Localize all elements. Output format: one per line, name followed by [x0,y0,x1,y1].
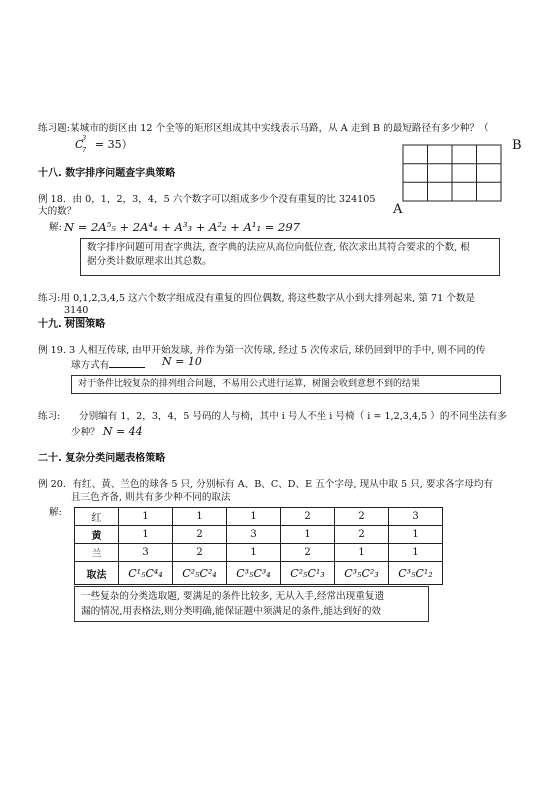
table-cell: 1 [335,544,389,562]
table-cell: 2 [335,526,389,544]
example-20-line1: 例 20．有红、黄、兰色的球各 5 只, 分别标有 A、B、C、D、E 五个字母, 现从中取 5 只, 要求各字母均有 [38,479,494,490]
table-row [75,526,443,544]
note-20 [74,586,429,622]
table-cell: 1 [119,508,173,526]
table-cell: C¹₅C⁴₄ [119,562,173,585]
table-cell: 1 [119,526,173,544]
row-label-yellow: 黄 [75,526,119,544]
note-20-line2: 漏的情况,用表格法,则分类明确,能保证题中须满足的条件,能达到好的效 [81,606,382,617]
table-row [75,562,443,585]
practice-18-line1: 练习:用 0,1,2,3,4,5 这六个数字组成没有重复的四位偶数, 将这些数字从小到大排列起来, 第 71 个数是 [38,293,476,304]
practice-19-line2 [71,425,143,439]
example-20-line2: 且三色齐备, 则共有多少种不同的取法 [71,492,231,503]
note-20-line1: 一些复杂的分类选取题, 要满足的条件比较多, 无从入手,经常出现重复遗 [81,591,385,602]
table-cell: 3 [119,544,173,562]
table-row [75,508,443,526]
note-18-line1: 数字排序问题可用查字典法, 查字典的法应从高位向低位查, 依次求出其符合要求的个数, 根 [87,242,470,253]
practice-19-line1: 分别编有 1，2，3，4，5 号码的人与椅，其中 i 号人不坐 i 号椅（ i = 1,2,3,4,5 ）的不同坐法有多 [79,411,507,422]
example-19-line2 [71,357,145,372]
practice-18-answer [64,304,88,318]
answer-rest: = 35） [91,138,133,151]
section-20-title: 二十. 复杂分类问题表格策略 [38,453,166,464]
table-cell: 1 [389,526,443,544]
answer-sup: 3 [82,134,87,142]
table-cell: 2 [281,544,335,562]
selection-table [74,507,443,585]
example-18-line1: 例 18．由 0，1，2，3，4，5 六个数字可以组成多少个没有重复的比 324105 [38,194,376,205]
practice-answer [75,136,133,152]
table-cell: 1 [281,526,335,544]
table-cell: C³₅C²₃ [335,562,389,585]
table-cell: C²₅C¹₃ [281,562,335,585]
table-cell: 1 [227,508,281,526]
solution-label-20: 解: [49,507,62,518]
answer-blank [109,357,145,368]
example-18-line2: 大的数？ [38,206,77,217]
table-cell: C³₅C¹₂ [389,562,443,585]
point-a-label: A [393,202,403,217]
table-cell: 2 [335,508,389,526]
table-cell: 1 [227,544,281,562]
table-cell: 2 [173,526,227,544]
street-grid-diagram [402,144,502,202]
table-cell: 3 [389,508,443,526]
table-cell: C³₅C³₄ [227,562,281,585]
solution-label: 解: [49,222,62,233]
practice-19-line2-text: 少种？ [71,427,100,438]
example-19-answer: N = 10 [162,355,202,368]
table-cell: 1 [173,508,227,526]
row-label-red: 红 [75,508,119,526]
practice-18-answer-value: 3140 [64,305,89,316]
example-19-line2-text: 球方式有 [71,360,110,371]
formula-18: N = 2A⁵₅ + 2A⁴₄ + A³₃ + A²₂ + A¹₁ = 297 [64,220,300,234]
table-cell: C²₅C²₄ [173,562,227,585]
section-19-title: 十九. 树图策略 [38,319,106,330]
table-row [75,544,443,562]
table-cell: 2 [173,544,227,562]
example-19-line1: 例 19. 3 人相互传球, 由甲开始发球, 并作为第一次传球, 经过 5 次传求后, 球仍回到甲的手中, 则不同的传 [38,345,486,356]
point-b-label: B [512,138,522,153]
section-18-title: 十八. 数字排序问题查字典策略 [38,168,176,179]
answer-c-symbol: C [75,138,84,151]
practice-19-answer: N = 44 [102,425,143,438]
table-cell: 2 [281,508,335,526]
row-label-blue: 兰 [75,544,119,562]
note-19: 对于条件比较复杂的排列组合问题，不易用公式进行运算，树图会收到意想不到的结果 [71,375,501,394]
row-label-method: 取法 [75,562,119,585]
table-cell: 1 [389,544,443,562]
table-cell: 3 [227,526,281,544]
answer-sub: 7 [82,146,87,154]
note-18-line2: 据分类计数原理求出其总数。 [87,256,212,267]
practice-19-label: 练习: [38,411,61,422]
practice-problem-text: 练习题:某城市的街区由 12 个全等的矩形区组成其中实线表示马路，从 A 走到 B 的最短路径有多少种？（ [38,123,489,134]
note-18 [80,238,500,276]
